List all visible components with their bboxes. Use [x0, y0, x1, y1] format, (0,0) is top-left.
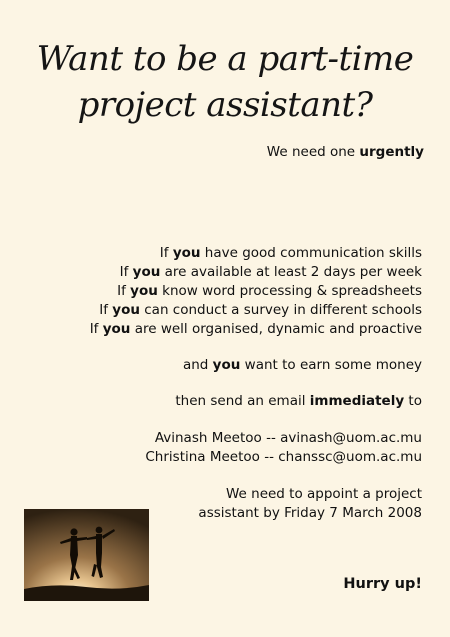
requirement-text: are well organised, dynamic and proactive	[130, 321, 422, 337]
requirement-line	[90, 320, 422, 339]
requirement-line	[90, 301, 422, 320]
send-prefix: then send an email	[175, 393, 310, 409]
earn-emphasis: you	[212, 357, 241, 373]
send-emphasis: immediately	[309, 393, 405, 409]
poster-title	[0, 36, 450, 128]
deadline-line-1: We need to appoint a project	[225, 486, 422, 502]
requirement-prefix: If	[159, 245, 173, 261]
subtitle-strong: urgently	[359, 144, 424, 160]
requirement-prefix: If	[119, 264, 133, 280]
title-line-2: project assistant?	[77, 85, 373, 125]
requirement-emphasis: you	[112, 302, 140, 318]
jumping-people-photo	[24, 509, 149, 601]
requirement-prefix: If	[117, 283, 131, 299]
requirement-emphasis: you	[130, 283, 158, 299]
urgency-subtitle	[267, 144, 424, 160]
earn-prefix: and	[182, 357, 213, 373]
earn-text: want to earn some money	[240, 357, 422, 373]
requirement-text: are available at least 2 days per week	[160, 264, 422, 280]
requirement-line	[90, 263, 422, 282]
deadline-line-2: assistant by Friday 7 March 2008	[198, 505, 422, 521]
contact-avinash: Avinash Meetoo -- avinash@uom.ac.mu	[154, 430, 422, 446]
contact-list	[145, 429, 422, 467]
requirement-line	[90, 282, 422, 301]
deadline-notice	[198, 485, 422, 523]
earn-money-line	[183, 356, 422, 375]
requirement-emphasis: you	[102, 321, 131, 337]
requirement-prefix: If	[99, 302, 113, 318]
requirement-text: can conduct a survey in different schools	[139, 302, 422, 318]
requirement-emphasis: you	[172, 245, 201, 261]
requirements-list	[90, 244, 422, 339]
requirement-line	[90, 244, 422, 263]
requirement-emphasis: you	[132, 264, 161, 280]
contact-christina: Christina Meetoo -- chanssc@uom.ac.mu	[145, 449, 422, 465]
send-email-line	[175, 392, 422, 411]
requirement-prefix: If	[89, 321, 103, 337]
send-text: to	[404, 393, 422, 409]
hurry-up-callout: Hurry up!	[343, 576, 422, 592]
title-line-1: Want to be a part-time	[36, 39, 414, 79]
requirement-text: know word processing & spreadsheets	[157, 283, 422, 299]
requirement-text: have good communication skills	[200, 245, 422, 261]
subtitle-text: We need one	[266, 144, 360, 160]
